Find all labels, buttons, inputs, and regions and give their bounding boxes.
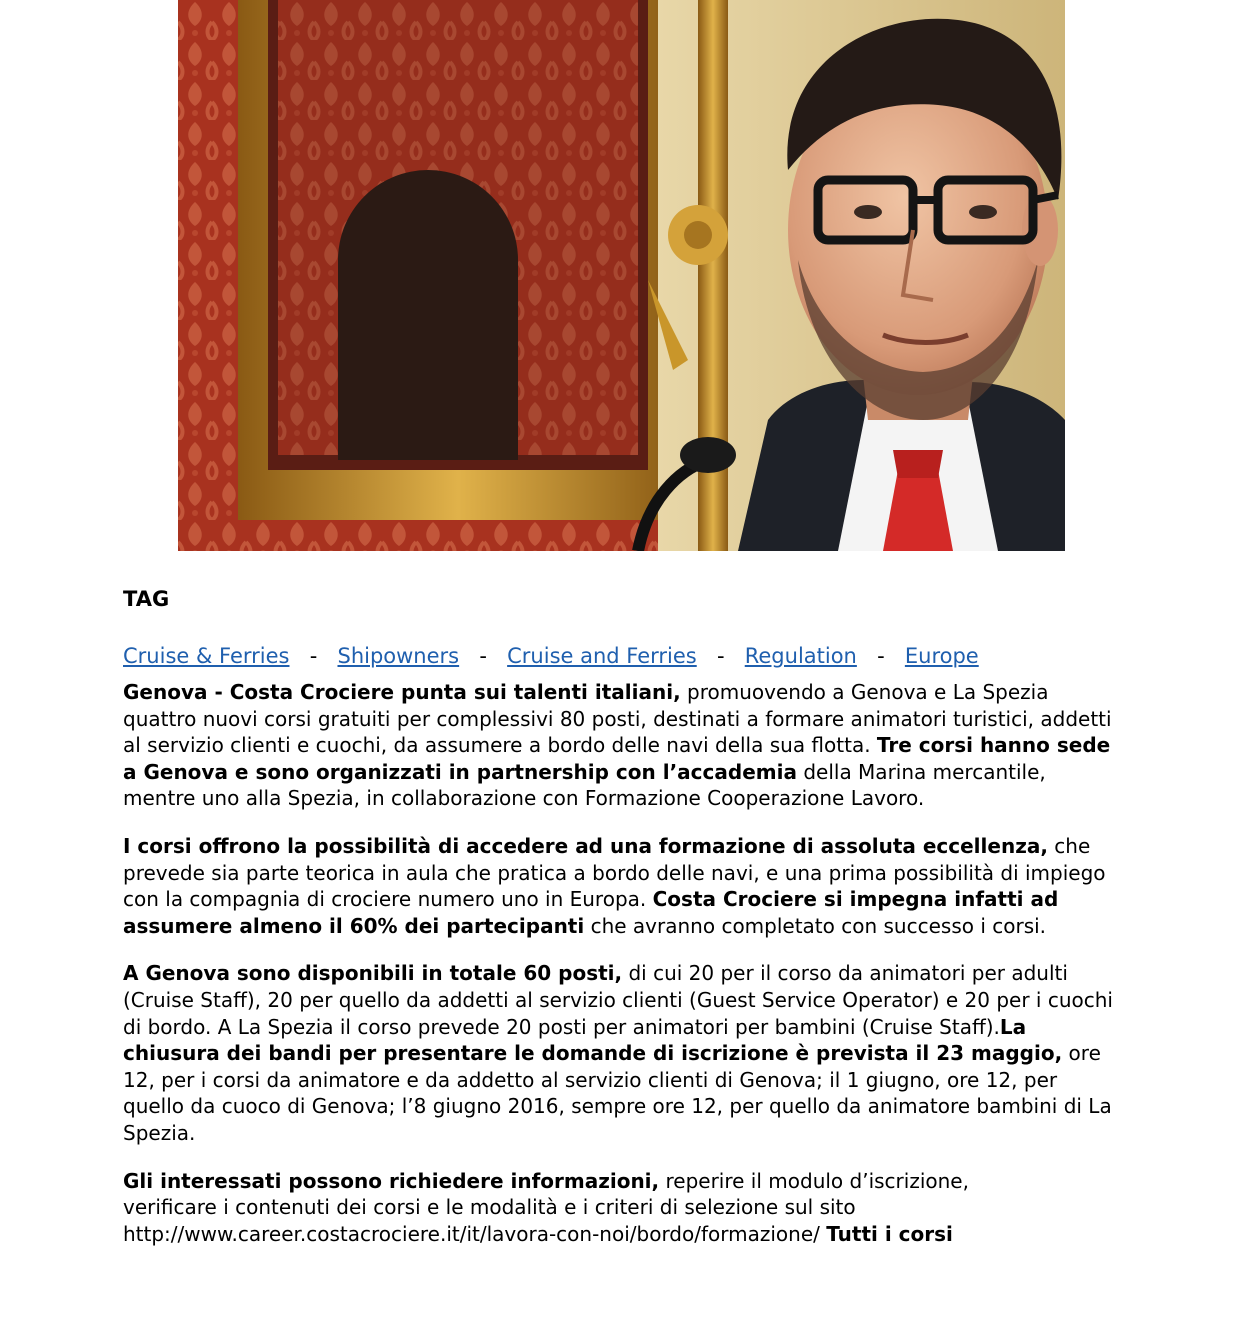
tag-link-regulation[interactable]: Regulation	[744, 644, 857, 668]
tag-link-cruise-and-ferries[interactable]: Cruise and Ferries	[507, 644, 697, 668]
paragraph-bold-text: Costa Crociere si impegna infatti ad assumere almeno il 60% dei partecipanti	[123, 887, 1059, 938]
paragraph-text: reperire il modulo d’iscrizione,	[659, 1168, 969, 1193]
paragraph-bold-text: Tre corsi hanno sede a Genova e sono organizzati in partnership con l’accademia	[123, 733, 1111, 784]
course-url-text: http://www.career.costacrociere.it/it/lavora-con-noi/bordo/formazione/	[123, 1221, 827, 1246]
tag-link-cruise-ferries[interactable]: Cruise & Ferries	[123, 644, 290, 668]
portrait-illustration	[178, 0, 1065, 551]
paragraph-bold-text: Tutti i corsi	[826, 1221, 953, 1246]
tag-separator: -	[877, 644, 885, 668]
paragraph-text: che prevede sia parte teorica in aula che pratica a bordo delle navi, e una prima possibilità di impiego con la compagnia di crociere numero uno in Europa.	[123, 833, 1106, 912]
tag-link-shipowners[interactable]: Shipowners	[337, 644, 460, 668]
tag-link-europe[interactable]: Europe	[904, 644, 979, 668]
paragraph-text: della Marina mercantile, mentre uno alla Spezia, in collaborazione con Formazione Cooperazione Lavoro.	[123, 759, 1046, 811]
paragraph-bold-text: Gli interessati possono richiedere informazioni,	[123, 1168, 660, 1193]
paragraph-text: di cui 20 per il corso da animatori per adulti (Cruise Staff), 20 per quello da addetti al servizio clienti (Guest Service Operator) e 20 per i cuochi di bordo. A La Spezia il corso prevede 20 posti per animatori per bambini (Cruise Staff).	[123, 961, 1113, 1039]
article-paragraph	[123, 833, 1123, 939]
paragraph-bold-text: A Genova sono disponibili in totale 60 posti,	[123, 961, 623, 986]
article-content	[123, 584, 1123, 1247]
tags-heading: TAG	[123, 587, 170, 611]
tag-separator: -	[716, 644, 725, 668]
article-paragraph	[123, 1168, 1123, 1248]
tag-separator: -	[309, 644, 318, 668]
paragraph-bold-text: I corsi offrono la possibilità di accedere ad una formazione di assoluta eccellenza,	[123, 833, 1048, 858]
paragraph-text: verificare i contenuti dei corsi e le modalità e i criteri di selezione sul sito	[123, 1195, 856, 1220]
paragraph-bold-text: Genova - Costa Crociere punta sui talenti italiani,	[123, 680, 681, 704]
paragraph-bold-text: La chiusura dei bandi per presentare le domande di iscrizione è prevista il 23 maggio,	[123, 1014, 1063, 1066]
article-photo	[178, 0, 1065, 551]
article-paragraph	[123, 679, 1123, 812]
article-paragraph	[123, 960, 1123, 1146]
paragraph-text: che avranno completato con successo i corsi.	[584, 913, 1047, 938]
paragraph-text: ore 12, per i corsi da animatore e da addetto al servizio clienti di Genova; il 1 giugno, ore 12, per quello da cuoco di Genova; l’8 giugno 2016, sempre ore 12, per quello da animatore bambini di La Spezia.	[123, 1041, 1112, 1145]
tag-list	[123, 641, 1123, 671]
paragraph-text: promuovendo a Genova e La Spezia quattro nuovi corsi gratuiti per complessivi 80 posti, destinati a formare animatori turistici, addetti al servizio clienti e cuochi, da assumere a bordo delle navi della sua flotta.	[123, 680, 1112, 758]
tag-separator: -	[479, 644, 487, 668]
